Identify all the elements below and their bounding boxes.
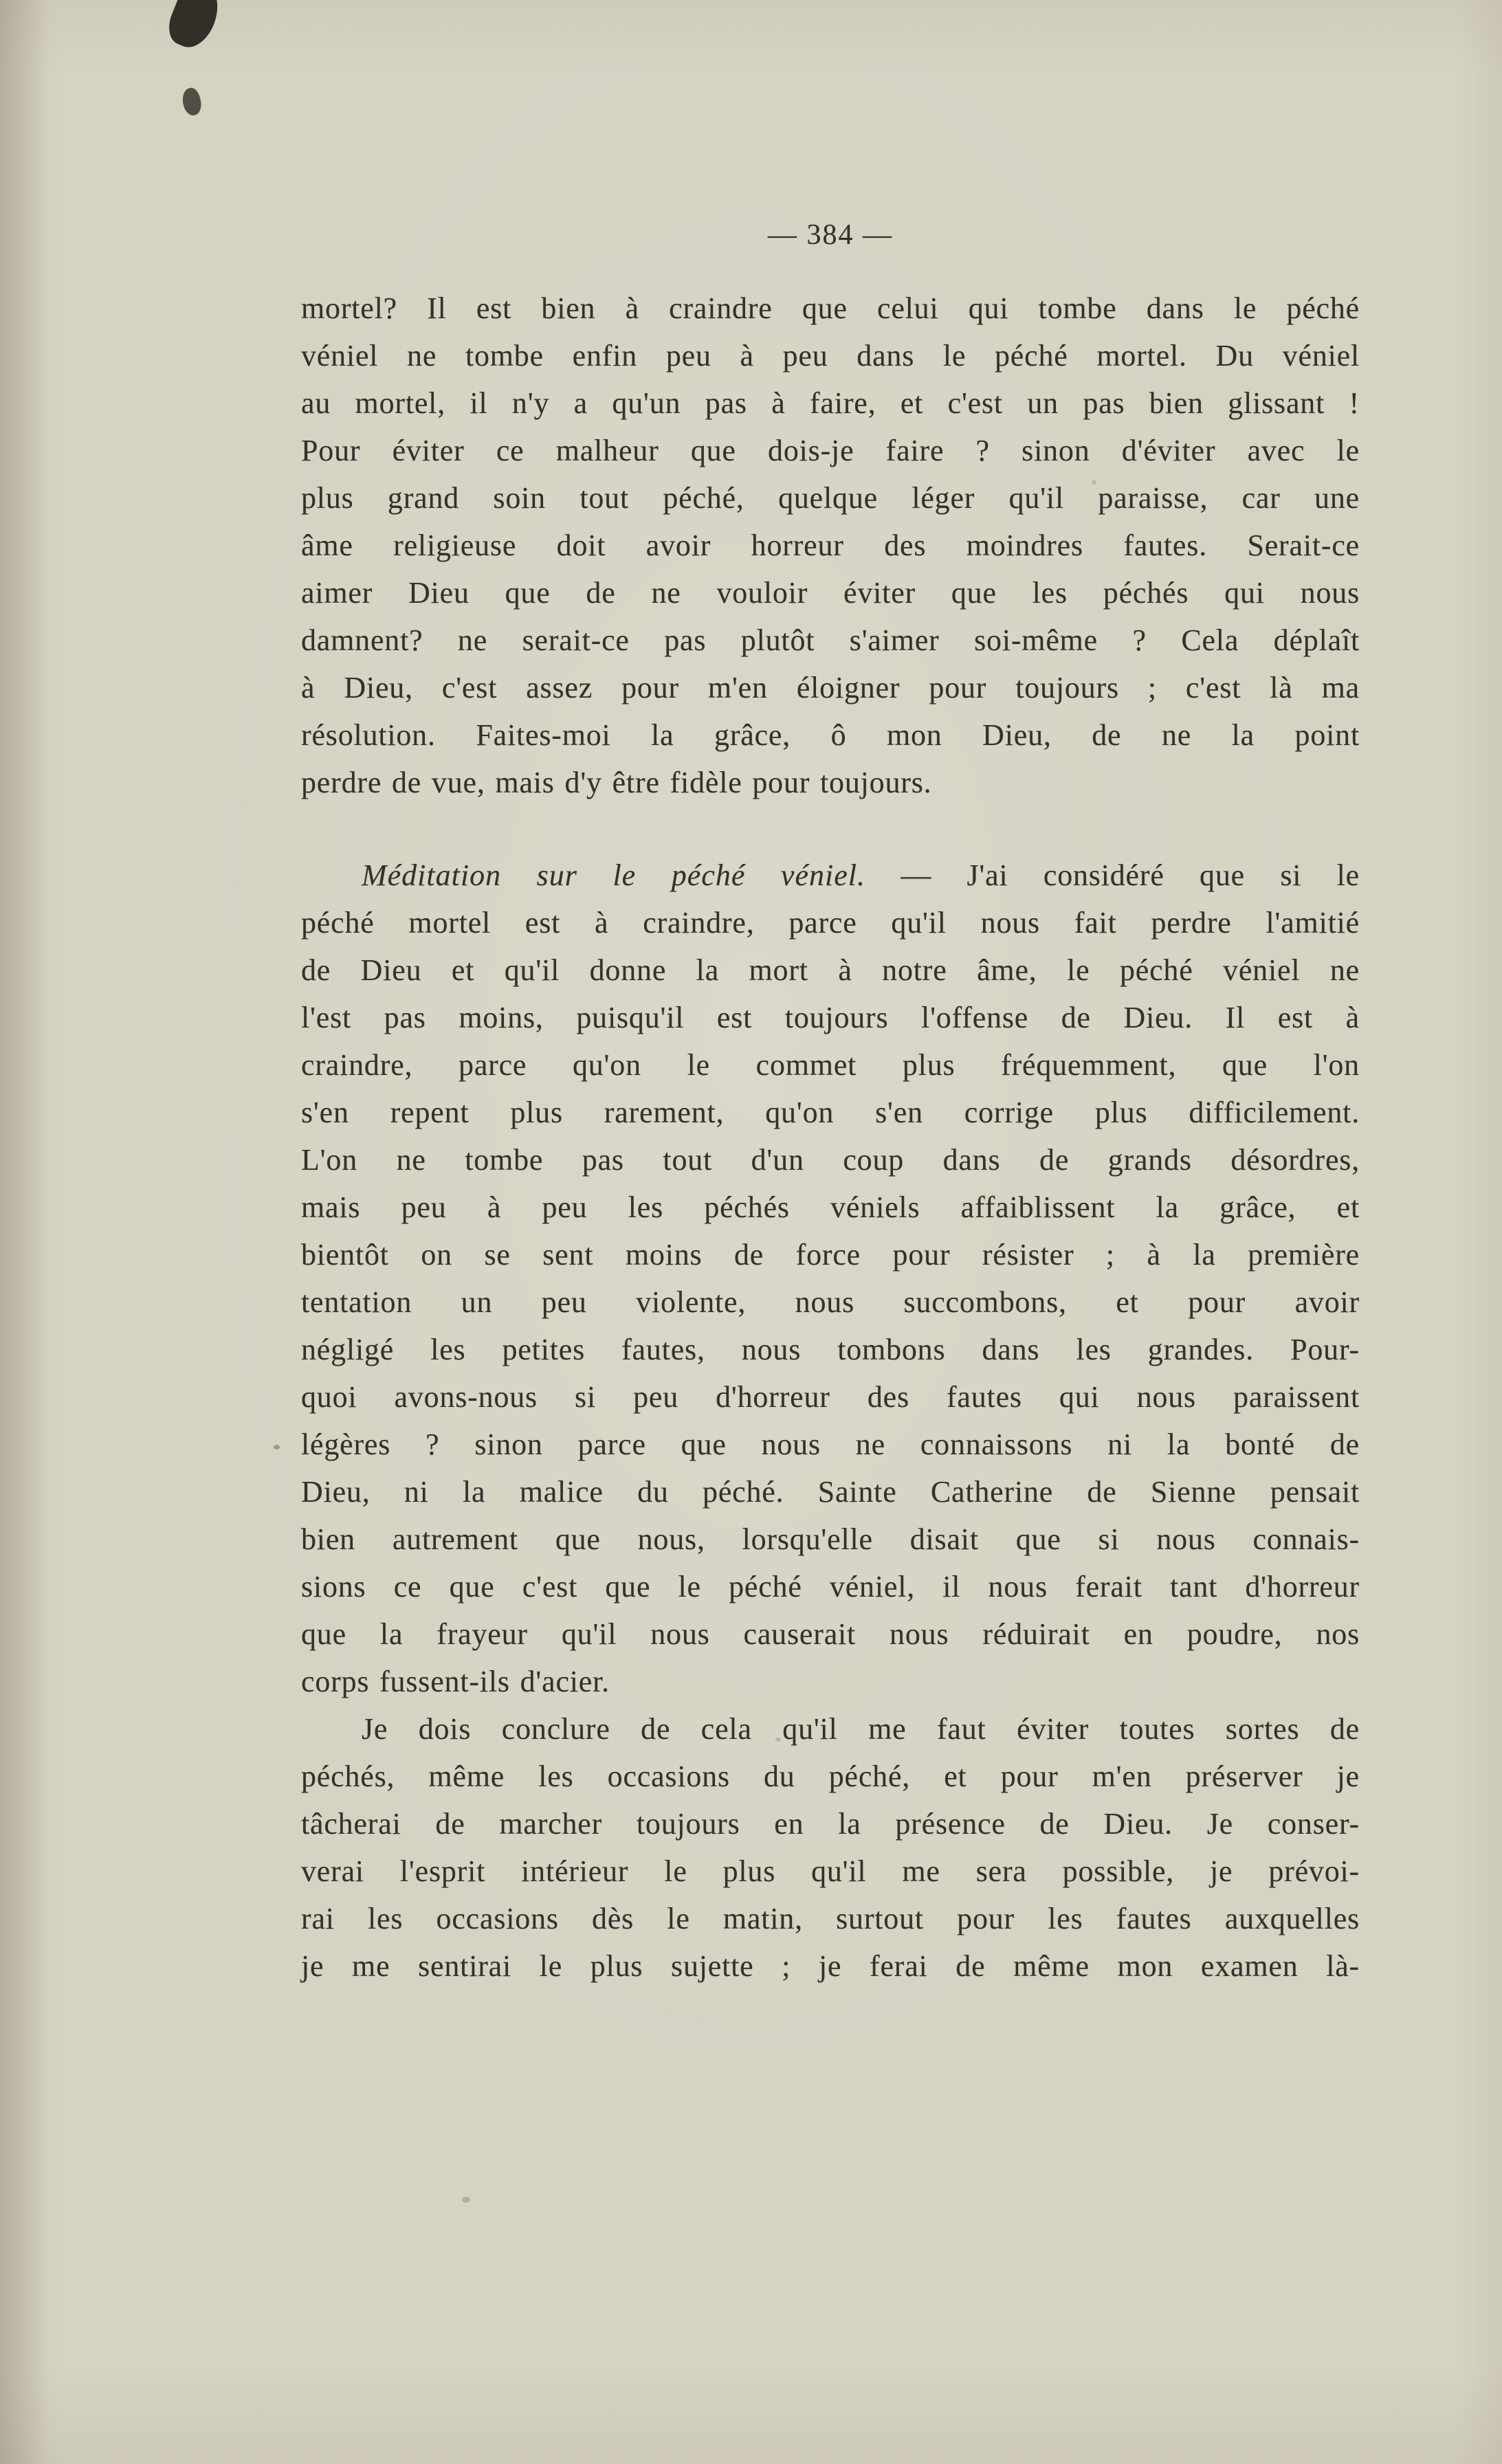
text-line: de Dieu et qu'il donne la mort à notre âme, le péché véniel ne (301, 953, 1360, 987)
text-line: résolution. Faites-moi la grâce, ô mon Dieu, de ne la point (301, 718, 1360, 752)
paragraph-continuation (301, 285, 1360, 806)
text-line: à Dieu, c'est assez pour m'en éloigner pour toujours ; c'est là ma (301, 671, 1360, 704)
text-line: que la frayeur qu'il nous causerait nous réduirait en poudre, nos (301, 1617, 1360, 1651)
text-line (301, 852, 1360, 899)
text-line: mortel? Il est bien à craindre que celui qui tombe dans le péché (301, 291, 1360, 325)
text-run: — J'ai considéré que si le (865, 858, 1360, 892)
scan-artifact (180, 86, 204, 117)
text-line: sions ce que c'est que le péché véniel, il nous ferait tant d'horreur (301, 1570, 1360, 1603)
text-block (301, 285, 1360, 1990)
text-line: rai les occasions dès le matin, surtout pour les fautes auxquelles (301, 1902, 1360, 1935)
text-line: perdre de vue, mais d'y être fidèle pour toujours. (301, 766, 932, 799)
text-line: tâcherai de marcher toujours en la présence de Dieu. Je conser- (301, 1807, 1360, 1841)
scan-artifact (162, 0, 226, 54)
scan-speck (274, 1445, 280, 1450)
text-line: Pour éviter ce malheur que dois-je faire ? sinon d'éviter avec le (301, 434, 1360, 467)
text-line: corps fussent-ils d'acier. (301, 1665, 610, 1698)
text-line: damnent? ne serait-ce pas plutôt s'aimer soi-même ? Cela déplaît (301, 623, 1360, 657)
text-line: Je dois conclure de cela qu'il me faut éviter toutes sortes de (362, 1712, 1360, 1746)
scan-speck (462, 2197, 470, 2203)
text-line: plus grand soin tout péché, quelque léger qu'il paraisse, car une (301, 481, 1360, 515)
text-line: s'en repent plus rarement, qu'on s'en corrige plus difficilement. (301, 1096, 1360, 1129)
text-line: bientôt on se sent moins de force pour résister ; à la première (301, 1238, 1360, 1272)
page-number: — 384 — (768, 219, 893, 251)
text-line: mais peu à peu les péchés véniels affaiblissent la grâce, et (301, 1190, 1360, 1224)
text-line: légères ? sinon parce que nous ne connaissons ni la bonté de (301, 1428, 1360, 1461)
paragraph-conclusion (301, 1705, 1360, 1990)
text-line: au mortel, il n'y a qu'un pas à faire, et c'est un pas bien glissant ! (301, 386, 1360, 420)
text-line: bien autrement que nous, lorsqu'elle disait que si nous connais- (301, 1522, 1360, 1556)
text-line: tentation un peu violente, nous succombons, et pour avoir (301, 1285, 1360, 1319)
text-line: l'est pas moins, puisqu'il est toujours l'offense de Dieu. Il est à (301, 1001, 1360, 1034)
paragraph-meditation (301, 852, 1360, 1705)
text-line: je me sentirai le plus sujette ; je ferai de même mon examen là- (301, 1949, 1360, 1983)
meditation-title: Méditation sur le péché véniel. (362, 858, 865, 892)
text-line: aimer Dieu que de ne vouloir éviter que les péchés qui nous (301, 576, 1360, 610)
text-line: péchés, même les occasions du péché, et pour m'en préserver je (301, 1760, 1360, 1793)
text-line: L'on ne tombe pas tout d'un coup dans de grands désordres, (301, 1143, 1360, 1177)
text-line: âme religieuse doit avoir horreur des moindres fautes. Serait-ce (301, 529, 1360, 562)
page-edge-shadow (0, 0, 48, 2464)
text-line: péché mortel est à craindre, parce qu'il nous fait perdre l'amitié (301, 906, 1360, 940)
text-line: verai l'esprit intérieur le plus qu'il me sera possible, je prévoi- (301, 1854, 1360, 1888)
text-line: négligé les petites fautes, nous tombons dans les grandes. Pour- (301, 1333, 1360, 1366)
text-line: Dieu, ni la malice du péché. Sainte Catherine de Sienne pensait (301, 1475, 1360, 1509)
text-line: craindre, parce qu'on le commet plus fréquemment, que l'on (301, 1048, 1360, 1082)
text-line: véniel ne tombe enfin peu à peu dans le péché mortel. Du véniel (301, 339, 1360, 373)
text-line: quoi avons-nous si peu d'horreur des fautes qui nous paraissent (301, 1380, 1360, 1414)
